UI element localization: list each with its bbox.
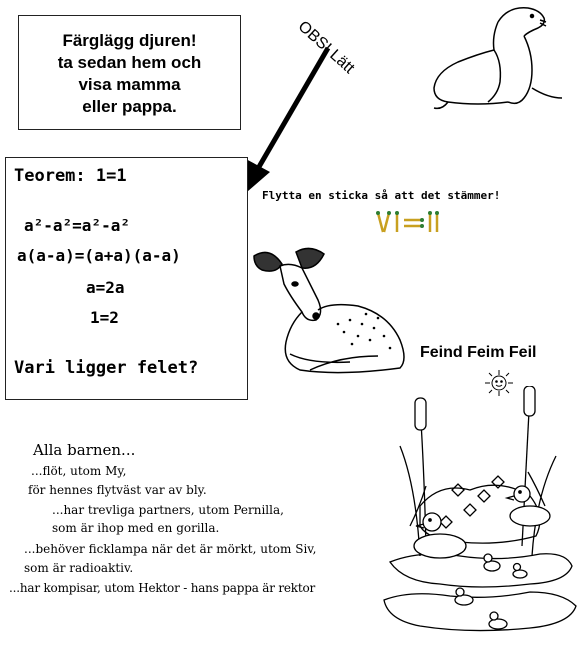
theorem-box <box>5 157 248 400</box>
poem-line: som är ihop med en gorilla. <box>52 521 220 535</box>
obs-label: OBS! Lätt <box>294 18 358 78</box>
poem-line: ...har kompisar, utom Hektor - hans pappa är rektor <box>9 581 316 595</box>
instruction-line: Färglägg djuren! <box>62 31 197 50</box>
theorem-title: Teorem: 1=1 <box>14 166 127 186</box>
instruction-line: visa mamma <box>78 75 181 94</box>
coloring-instruction-box <box>18 15 241 130</box>
theorem-question: Vari ligger felet? <box>14 358 199 378</box>
matchstick-puzzle-icon <box>372 208 452 236</box>
instruction-line: eller pappa. <box>82 97 177 116</box>
poem-line: ...behöver ficklampa när det är mörkt, utom Siv, <box>24 542 317 556</box>
poem-line: ...har trevliga partners, utom Pernilla, <box>52 503 284 517</box>
theorem-step: 1=2 <box>90 308 119 327</box>
fawn-illustration <box>250 244 415 379</box>
feind-label: Feind Feim Feil <box>420 344 537 361</box>
poem-line: ...flöt, utom My, <box>31 464 127 478</box>
theorem-step: a²-a²=a²-a² <box>24 216 130 235</box>
theorem-step: a=2a <box>86 278 125 297</box>
poem-line: som är radioaktiv. <box>24 561 134 575</box>
instruction-line: ta sedan hem och <box>57 53 202 72</box>
theorem-step: a(a-a)=(a+a)(a-a) <box>17 246 181 265</box>
matchstick-instruction: Flytta en sticka så att det stämmer! <box>262 189 501 202</box>
poem-heading: Alla barnen... <box>33 441 136 459</box>
pond-ducks-illustration <box>380 386 580 640</box>
seal-illustration <box>428 2 578 114</box>
poem-line: för hennes flytväst var av bly. <box>28 483 207 497</box>
